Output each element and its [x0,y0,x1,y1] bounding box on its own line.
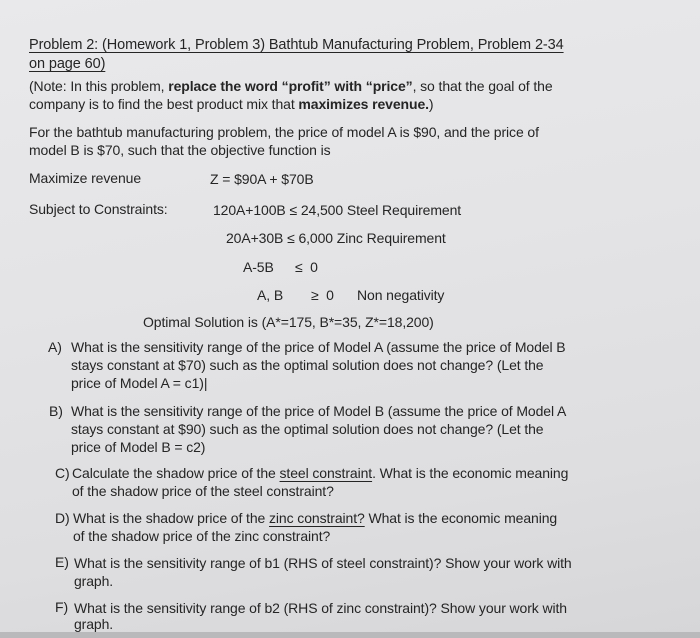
nonneg-rhs: ≥ 0 [311,287,334,303]
question-e-line: graph. [74,573,114,589]
question-text: Calculate the shadow price of the [72,465,280,481]
question-b-label: B) [49,403,63,419]
zinc-constraint: 20A+30B ≤ 6,000 Zinc Requirement [226,230,446,246]
problem-title-line1: Problem 2: (Homework 1, Problem 3) Bathtub Manufacturing Problem, Problem 2-34 [29,37,564,53]
question-a-line: price of Model A = c1)| [71,375,208,391]
nonneg-label: Non negativity [357,287,445,303]
question-f-label: F) [55,599,69,615]
optimal-solution: Optimal Solution is (A*=175, B*=35, Z*=18,200) [143,314,434,330]
intro-line1: For the bathtub manufacturing problem, the price of model A is $90, and the price of [29,124,539,140]
objective-function: Z = $90A + $70B [210,171,314,187]
question-a-label: A) [48,339,62,355]
question-a-line: stays constant at $70) such as the optimal solution does not change? (Let the [71,357,544,373]
question-f-line: What is the sensitivity range of b2 (RHS of zinc constraint)? Show your work with [74,600,567,616]
note-bold: maximizes revenue. [298,96,429,112]
screen-bottom-edge [0,632,700,638]
note-bold: replace the word “profit” with “price” [168,78,413,94]
note-line1 [29,78,553,95]
question-text: . What is the economic meaning [372,465,569,481]
question-a-line: What is the sensitivity range of the price of Model A (assume the price of Model B [71,339,566,355]
question-b-line: price of Model B = c2) [71,439,206,455]
question-e-line: What is the sensitivity range of b1 (RHS of steel constraint)? Show your work with [74,555,572,571]
ratio-constraint-lhs: A-5B [243,259,274,275]
note-text: company is to find the best product mix that [29,96,299,112]
nonneg-lhs: A, B [257,287,284,303]
question-text: What is the shadow price of the [73,510,270,526]
question-c-line: of the shadow price of the steel constraint? [72,483,334,499]
question-d-line: of the shadow price of the zinc constraint? [73,528,331,544]
ratio-constraint-rhs: ≤ 0 [295,259,318,275]
question-b-line: What is the sensitivity range of the price of Model B (assume the price of Model A [71,403,567,419]
problem-title-line2: on page 60) [29,56,106,72]
question-e-label: E) [55,554,69,570]
constraints-label: Subject to Constraints: [29,201,168,217]
steel-constraint-underlined: steel constraint [279,465,373,481]
note-line2 [29,96,433,113]
note-text: ) [428,96,434,112]
steel-constraint: 120A+100B ≤ 24,500 Steel Requirement [213,202,462,218]
question-d-line [73,510,557,527]
question-f-line: graph. [74,616,114,632]
intro-line2: model B is $70, such that the objective function is [29,142,331,158]
question-c-label: C) [55,465,70,481]
note-text: , so that the goal of the [412,78,553,94]
question-b-line: stays constant at $90) such as the optimal solution does not change? (Let the [71,421,544,437]
note-text: (Note: In this problem, [29,78,169,94]
question-text: What is the economic meaning [364,510,558,526]
objective-label: Maximize revenue [29,170,141,186]
question-d-label: D) [55,510,70,526]
zinc-constraint-underlined: zinc constraint? [269,510,365,526]
question-c-line [72,465,568,482]
